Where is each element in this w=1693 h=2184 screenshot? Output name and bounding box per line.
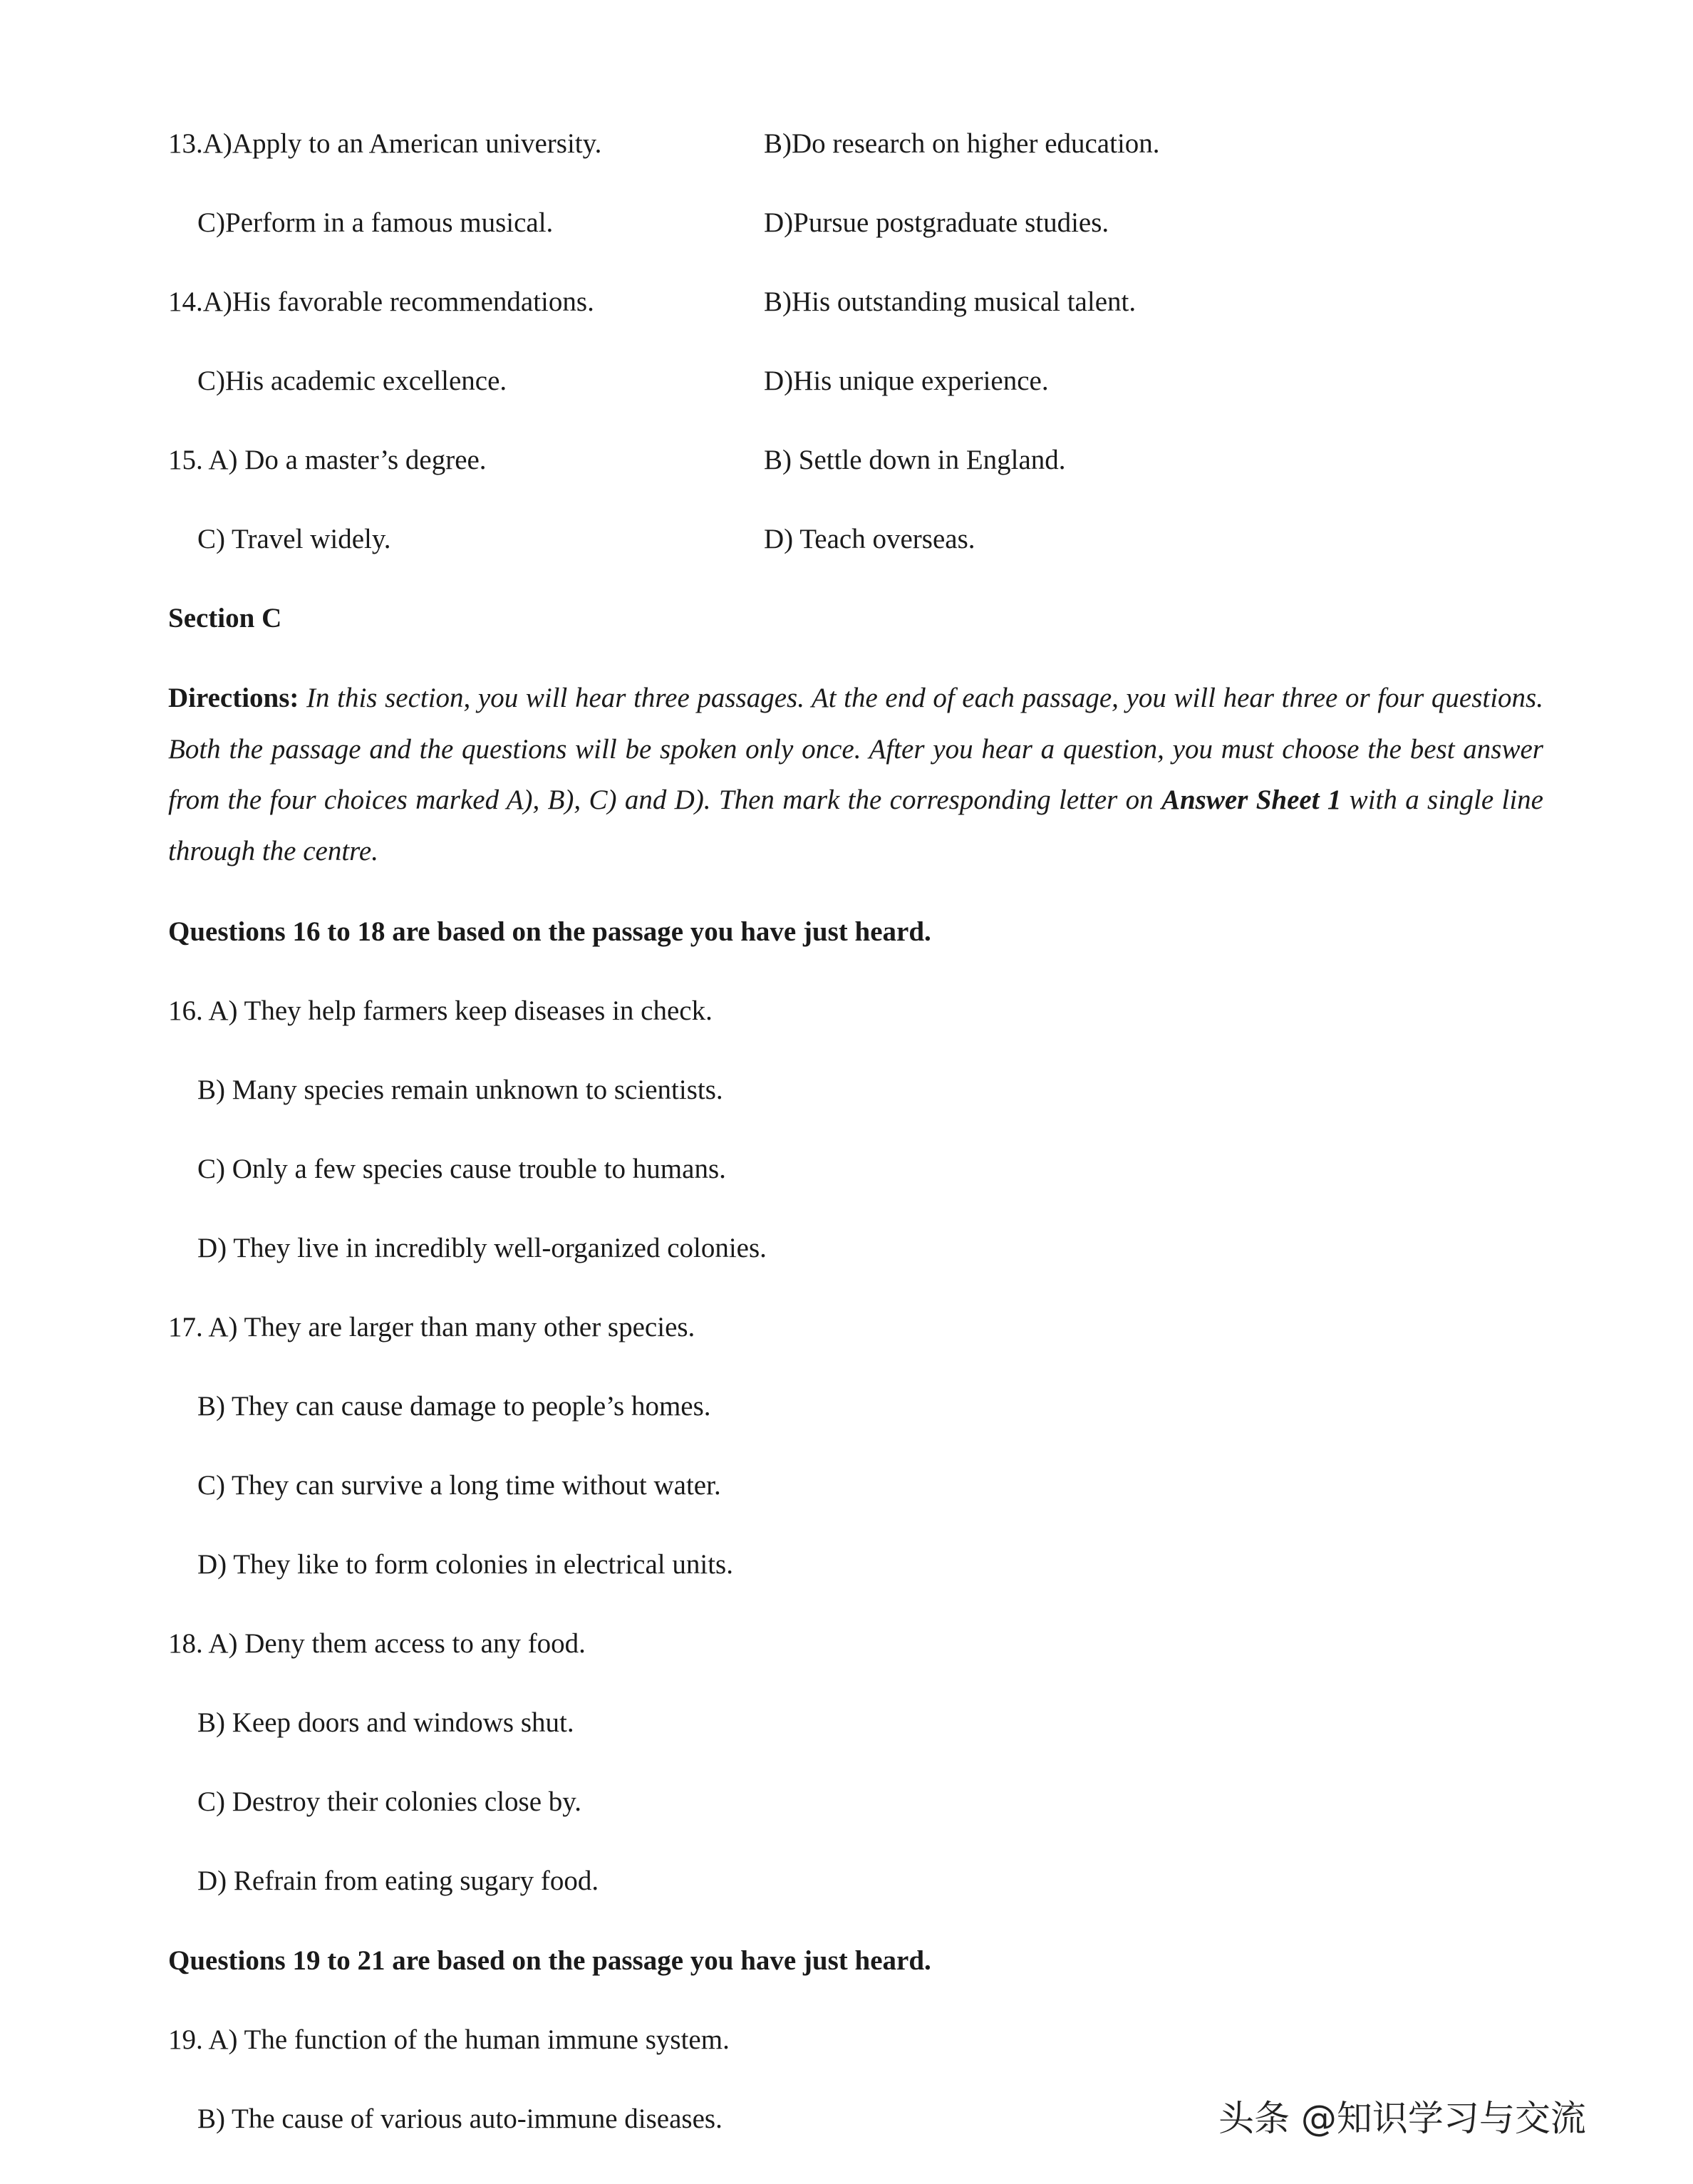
q13-option-d: D)Pursue postgraduate studies.: [764, 207, 1109, 238]
section-title: Section C: [168, 603, 282, 633]
watermark: 头条 @知识学习与交流: [1218, 2098, 1586, 2139]
q18-option-a: 18. A) Deny them access to any food.: [168, 1628, 586, 1659]
q17-option-a: 17. A) They are larger than many other species.: [168, 1312, 695, 1342]
q14-option-b: B)His outstanding musical talent.: [764, 286, 1137, 317]
q14-option-a: 14.A)His favorable recommendations.: [168, 286, 594, 317]
directions-paragraph: [168, 673, 1543, 876]
q17-option-b: B) They can cause damage to people’s homes.: [197, 1391, 711, 1422]
q16-option-b: B) Many species remain unknown to scientists.: [197, 1075, 723, 1105]
directions-text-1: In this section, you will hear three passages. At the end of each passage, you will hear three or four questions. Both the passage and the questions will be spoken only once. After you hear a question, you must choose the best answer from the four choices marked A), B), C) and D). Then mark the corresponding letter on: [168, 683, 1543, 815]
q16-option-d: D) They live in incredibly well-organized colonies.: [197, 1233, 767, 1263]
q13-option-a: 13.A)Apply to an American university.: [168, 128, 602, 159]
group2-heading: Questions 19 to 21 are based on the passage you have just heard.: [168, 1945, 931, 1976]
q15-option-c: C) Travel widely.: [197, 524, 391, 554]
q13-option-c: C)Perform in a famous musical.: [197, 207, 554, 238]
group1-heading: Questions 16 to 18 are based on the passage you have just heard.: [168, 916, 931, 947]
q16-option-a: 16. A) They help farmers keep diseases in check.: [168, 995, 713, 1026]
directions-label: Directions:: [168, 683, 299, 713]
q13-option-b: B)Do research on higher education.: [764, 128, 1160, 159]
q15-option-d: D) Teach overseas.: [764, 524, 975, 554]
answer-sheet-label: Answer Sheet 1: [1161, 785, 1342, 815]
q15-option-a: 15. A) Do a master’s degree.: [168, 445, 487, 475]
q18-option-b: B) Keep doors and windows shut.: [197, 1707, 574, 1738]
q16-option-c: C) Only a few species cause trouble to humans.: [197, 1154, 726, 1184]
q19-option-a: 19. A) The function of the human immune system.: [168, 2024, 730, 2055]
q17-option-d: D) They like to form colonies in electrical units.: [197, 1549, 733, 1580]
directions-text-2: with a single line through the centre.: [168, 785, 1543, 866]
q18-option-c: C) Destroy their colonies close by.: [197, 1786, 582, 1817]
q19-option-b: B) The cause of various auto-immune diseases.: [197, 2103, 723, 2134]
q14-option-d: D)His unique experience.: [764, 366, 1049, 396]
q18-option-d: D) Refrain from eating sugary food.: [197, 1865, 599, 1896]
q14-option-c: C)His academic excellence.: [197, 366, 507, 396]
q15-option-b: B) Settle down in England.: [764, 445, 1066, 475]
q17-option-c: C) They can survive a long time without water.: [197, 1470, 721, 1501]
